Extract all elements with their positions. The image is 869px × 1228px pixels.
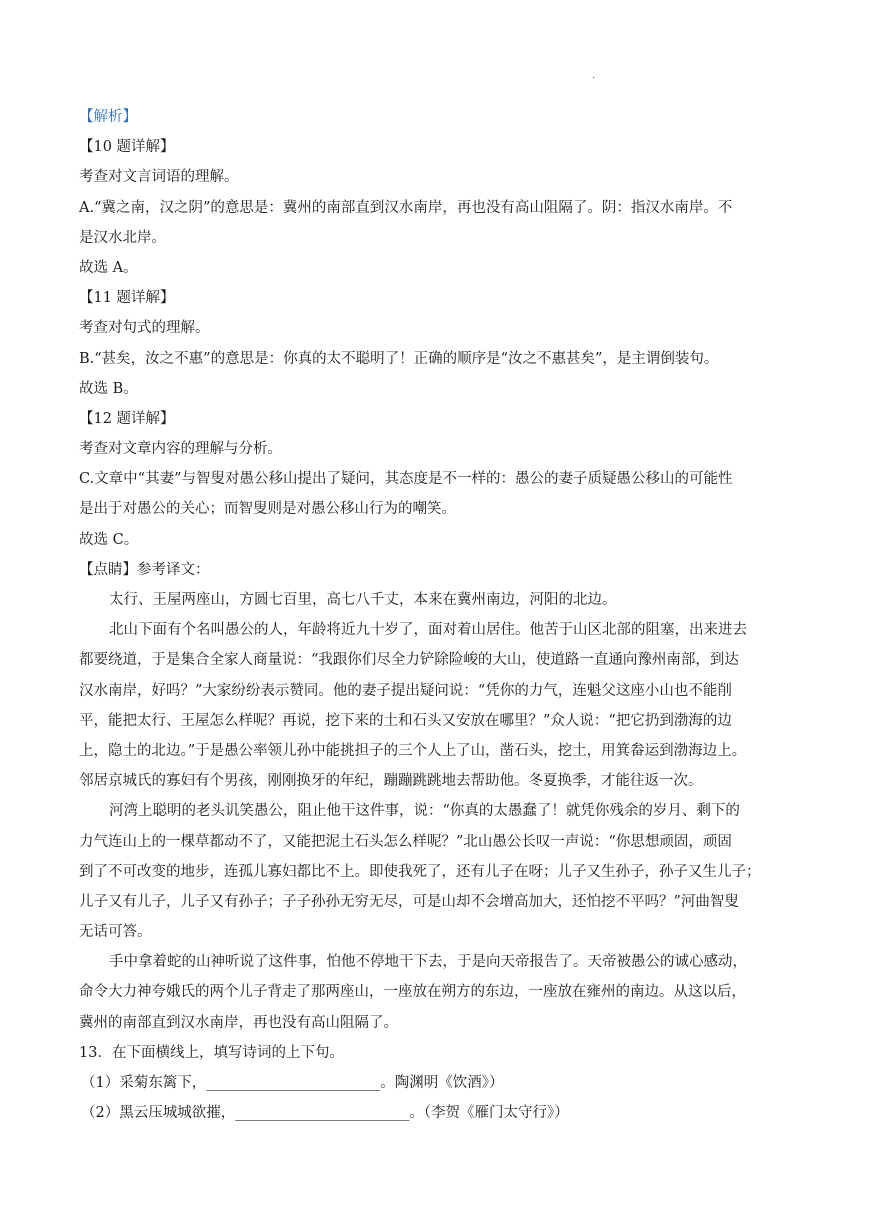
translation-para-2-line-5: 上，隐土的北边。”于是愚公率领儿孙中能挑担子的三个人上了山，凿石头，挖土，用箕畚运到渤海边上。 bbox=[79, 742, 747, 759]
analysis-heading: 【解析】 bbox=[79, 109, 137, 125]
translation-heading: 【点睛】参考译文： bbox=[79, 561, 210, 578]
q10-explanation-2: 是汉水北岸。 bbox=[79, 229, 166, 246]
q13-item-2: （2）黑云压城城欲摧，________________________。（李贺《雁门太守行》） bbox=[81, 1105, 569, 1122]
q12-explanation-2: 是出于对愚公的关心；而智叟则是对愚公移山行为的嘲笑。 bbox=[79, 501, 456, 518]
translation-para-4-line-1: 手中拿着蛇的山神听说了这件事，怕他不停地干下去，于是向天帝报告了。天帝被愚公的诚心感动， bbox=[109, 954, 747, 971]
translation-para-2-line-3: 汉水南岸，好吗？”大家纷纷表示赞同。他的妻子提出疑问说：“凭你的力气，连魁父这座小山也不能削 bbox=[79, 682, 732, 699]
q12-explanation-1: C.文章中“其妻”与智叟对愚公移山提出了疑问，其态度是不一样的：愚公的妻子质疑愚公移山的可能性 bbox=[79, 471, 733, 488]
q10-topic: 考查对文言词语的理解。 bbox=[79, 169, 239, 186]
translation-para-2-line-1: 北山下面有个名叫愚公的人，年龄将近九十岁了，面对着山居住。他苦于山区北部的阻塞，出来进去 bbox=[109, 622, 747, 639]
translation-para-3-line-5: 无话可答。 bbox=[79, 924, 152, 941]
translation-para-1: 太行、王屋两座山，方圆七百里，高七八千丈，本来在冀州南边，河阳的北边。 bbox=[109, 592, 617, 608]
q13-prompt: 13．在下面横线上，填写诗词的上下句。 bbox=[79, 1044, 344, 1061]
q12-heading: 【12 题详解】 bbox=[79, 410, 175, 427]
document-body bbox=[79, 102, 791, 1128]
translation-para-3-line-4: 儿子又有儿子，儿子又有孙子；子子孙孙无穷无尽，可是山却不会增高加大，还怕挖不平吗？”河曲智叟 bbox=[79, 893, 739, 910]
q13-item-1: （1）采菊东篱下，________________________。陶渊明《饮酒》） bbox=[81, 1075, 504, 1091]
translation-para-3-line-3: 到了不可改变的地步，连孤儿寡妇都比不上。即使我死了，还有儿子在呀；儿子又生孙子，孙子又生儿子； bbox=[79, 863, 761, 880]
translation-para-4-line-3: 冀州的南部直到汉水南岸，再也没有高山阻隔了。 bbox=[79, 1014, 398, 1031]
q12-answer: 故选 C。 bbox=[79, 531, 139, 548]
translation-para-3-line-2: 力气连山上的一棵草都动不了，又能把泥土石头怎么样呢？”北山愚公长叹一声说：“你思想顽固，顽固 bbox=[79, 833, 732, 850]
translation-para-2-line-4: 平，能把太行、王屋怎么样呢？再说，挖下来的土和石头又安放在哪里？”众人说：“把它扔到渤海的边 bbox=[79, 712, 732, 729]
q11-answer: 故选 B。 bbox=[79, 380, 138, 397]
translation-para-3-line-1: 河湾上聪明的老头讥笑愚公，阻止他干这件事，说：“你真的太愚蠢了！就凭你残余的岁月、剩下的 bbox=[109, 803, 740, 820]
q10-answer: 故选 A。 bbox=[79, 259, 138, 276]
header-dot: . bbox=[592, 70, 596, 81]
q10-explanation-1: A.“冀之南，汉之阴”的意思是：冀州的南部直到汉水南岸，再也没有高山阻隔了。阴：指汉水南岸。不 bbox=[79, 199, 733, 216]
q10-heading: 【10 题详解】 bbox=[79, 139, 175, 156]
q11-explanation: B.“甚矣，汝之不惠”的意思是：你真的太不聪明了！正确的顺序是“汝之不惠甚矣”，是主谓倒装句。 bbox=[79, 350, 719, 367]
q11-topic: 考查对句式的理解。 bbox=[79, 320, 210, 337]
translation-para-2-line-2: 都要绕道，于是集合全家人商量说：“我跟你们尽全力铲除险峻的大山，使道路一直通向豫州南部，到达 bbox=[79, 652, 739, 669]
translation-para-4-line-2: 命令大力神夸娥氏的两个儿子背走了那两座山，一座放在朔方的东边，一座放在雍州的南边。从这以后， bbox=[79, 984, 746, 1001]
q11-heading: 【11 题详解】 bbox=[79, 290, 175, 307]
q12-topic: 考查对文章内容的理解与分析。 bbox=[79, 441, 282, 458]
translation-para-2-line-6: 邻居京城氏的寡妇有个男孩，刚刚换牙的年纪，蹦蹦跳跳地去帮助他。冬夏换季，才能往返一次。 bbox=[79, 773, 703, 790]
